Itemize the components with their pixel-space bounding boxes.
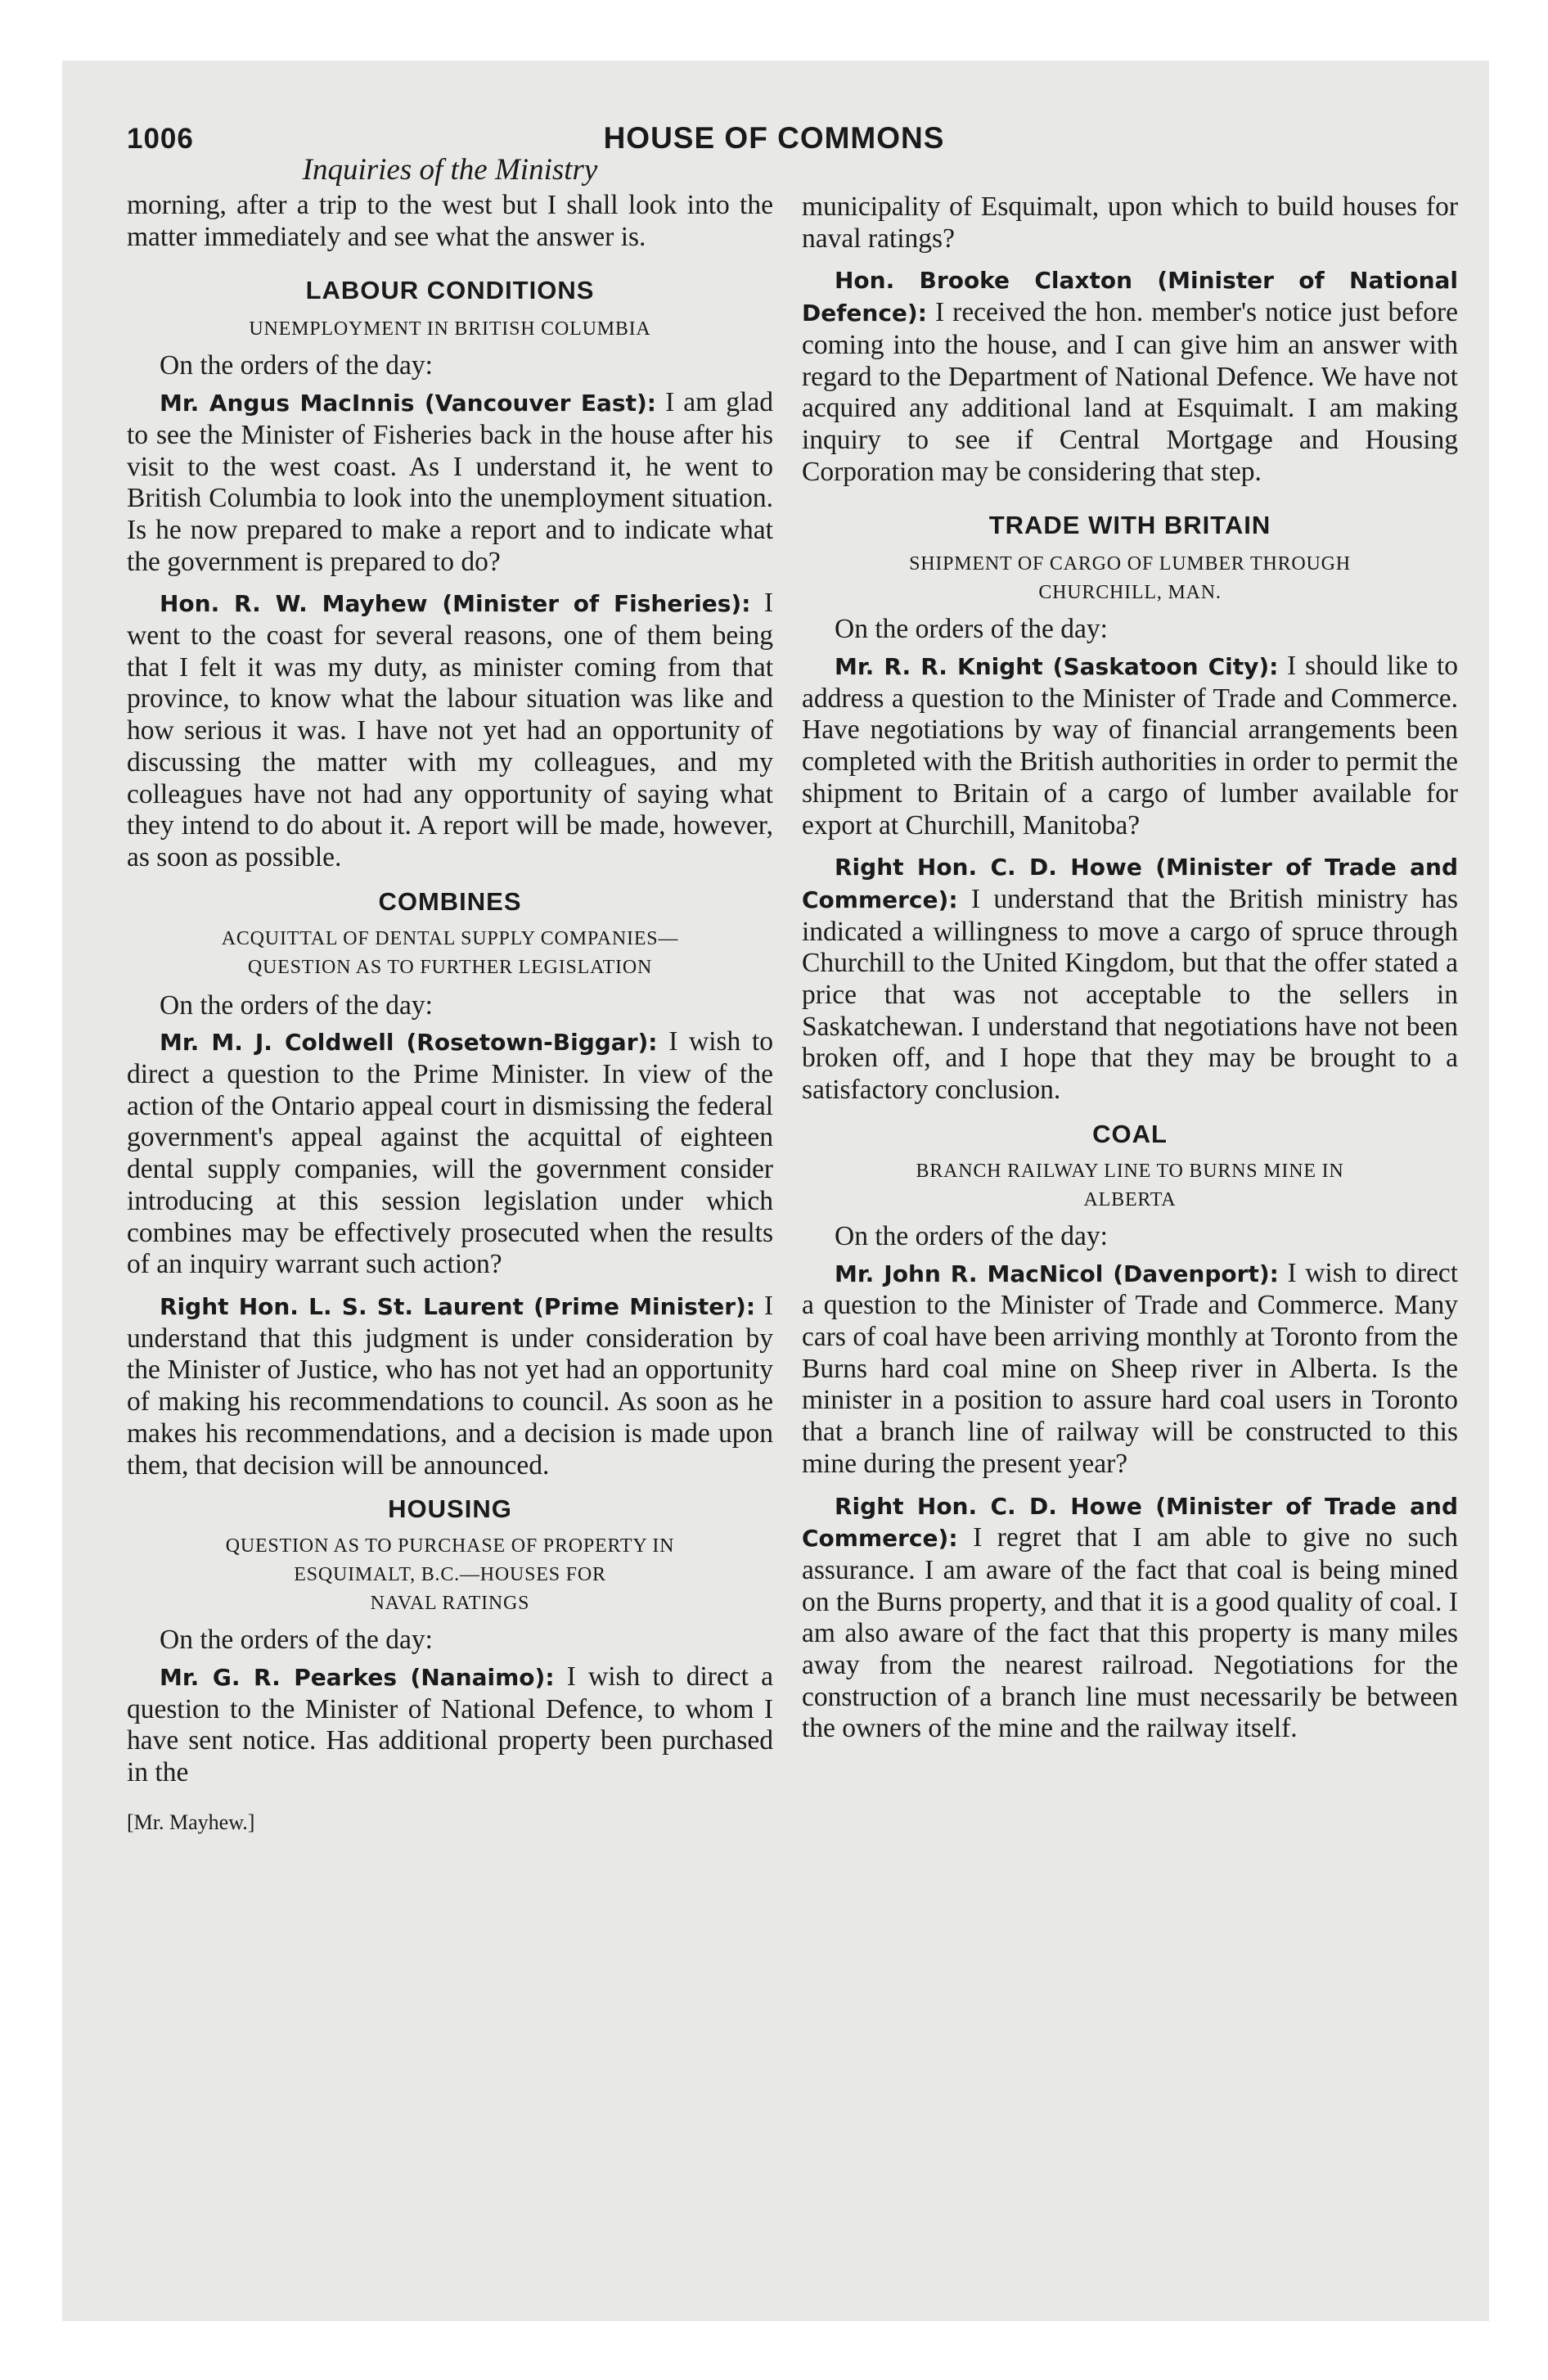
section-heading-combines: COMBINES <box>378 886 522 916</box>
speech-text: I should like to address a question to the Minister of Trade and Commerce. Have negotiations by way of financial arrangements been completed with the British authorities in order to permit the shipment to Britain of a cargo of lumber available for export at Churchill, Manitoba? <box>802 651 1459 841</box>
answer-paragraph <box>802 1490 1458 1746</box>
subheading-naval: NAVAL RATINGS <box>370 1593 530 1615</box>
subheading-branch-line: BRANCH RAILWAY LINE TO BURNS MINE IN <box>916 1160 1344 1182</box>
orders-of-day: On the orders of the day: <box>160 350 433 381</box>
subheading-dental: ACQUITTAL OF DENTAL SUPPLY COMPANIES— <box>221 927 679 949</box>
speaker-name: Right Hon. C. D. Howe (Minister of Trade and Commerce): <box>802 1492 1458 1553</box>
continuation-paragraph: morning, after a trip to the west but I shall look into the matter immediately and see what the answer is. <box>127 190 773 252</box>
question-paragraph <box>802 651 1458 841</box>
answer-paragraph <box>802 264 1458 488</box>
speech-text: I wish to direct a question to the Minister of National Defence, to whom I have sent notice. Has additional property been purchased in the <box>127 1661 773 1788</box>
speech-text: I am glad to see the Minister of Fisheries back in the house after his visit to the west coast. As I understand it, he went to British Columbia to look into the unemployment situation. Is he now prepared to make a report and to indicate what the government is prepared to do? <box>127 387 773 577</box>
subheading-esquimalt: ESQUIMALT, B.C.—HOUSES FOR <box>294 1564 606 1586</box>
right-column <box>802 192 1458 1745</box>
speaker-name: Mr. Angus MacInnis (Vancouver East): <box>160 390 656 417</box>
question-paragraph <box>127 387 773 578</box>
speaker-name: Mr. G. R. Pearkes (Nanaimo): <box>160 1663 555 1691</box>
section-heading-trade: TRADE WITH BRITAIN <box>988 511 1271 540</box>
answer-paragraph <box>802 851 1458 1107</box>
question-paragraph <box>802 1258 1458 1481</box>
subheading-churchill: CHURCHILL, MAN. <box>1038 582 1222 604</box>
speaker-name: Hon. Brooke Claxton (Minister of National Defence): <box>802 267 1458 327</box>
speech-text: I received the hon. member's notice just before coming into the house, and I can give him an answer with regard to the Department of National Defence. We have not acquired any additional land at Esquimalt. I am making inquiry to see if Central Mortgage and Housing Corporation may be considering that step. <box>802 297 1459 487</box>
speech-text: I understand that the British ministry has indicated a willingness to move a cargo of spruce through Churchill to the United Kingdom, but that the offer stated a price that was not acceptable to the sellers in Saskatchewan. I understand that negotiations have not been broken off, and I hope that they may be brought to a satisfactory conclusion. <box>802 883 1458 1106</box>
speaker-name: Mr. R. R. Knight (Saskatoon City): <box>835 653 1279 681</box>
section-heading-housing: HOUSING <box>388 1494 512 1524</box>
orders-of-day: On the orders of the day: <box>835 614 1108 645</box>
subheading-purchase: QUESTION AS TO PURCHASE OF PROPERTY IN <box>225 1535 675 1557</box>
page-number: 1006 <box>127 123 194 155</box>
left-column <box>127 190 773 1838</box>
answer-paragraph <box>127 588 773 873</box>
subheading-shipment: SHIPMENT OF CARGO OF LUMBER THROUGH <box>909 553 1351 575</box>
subheading-alberta: ALBERTA <box>1083 1188 1177 1210</box>
orders-of-day: On the orders of the day: <box>160 1625 433 1656</box>
subheading-unemployment: UNEMPLOYMENT IN BRITISH COLUMBIA <box>249 318 651 340</box>
subheading-legislation: QUESTION AS TO FURTHER LEGISLATION <box>247 956 653 978</box>
speech-text: I understand that this judgment is under consideration by the Minister of Justice, who has not yet had an opportunity of making his recommendations to council. As soon as he makes his recommendations, and a decision is made upon them, that decision will be announced. <box>127 1290 773 1481</box>
speaker-name: Hon. R. W. Mayhew (Minister of Fisheries): <box>160 590 751 618</box>
speech-text: I wish to direct a question to the Minister of Trade and Commerce. Many cars of coal have been arriving monthly at Toronto from the Burns hard coal mine on Sheep river in Alberta. Is the minister in a position to assure hard coal users in Toronto that a branch line of railway will be constructed to this mine during the present year? <box>802 1257 1459 1479</box>
orders-of-day: On the orders of the day: <box>835 1220 1108 1251</box>
page-footer-speaker: [Mr. Mayhew.] <box>127 1810 255 1834</box>
continuation-paragraph: municipality of Esquimalt, upon which to build houses for naval ratings? <box>802 192 1458 254</box>
page-header-title: HOUSE OF COMMONS <box>603 121 945 155</box>
page-header-subtitle: Inquiries of the Ministry <box>302 153 598 187</box>
speaker-name: Mr. John R. MacNicol (Davenport): <box>835 1260 1279 1287</box>
section-heading-coal: COAL <box>1092 1119 1168 1148</box>
speech-text: I wish to direct a question to the Prime Minister. In view of the action of the Ontario appeal court in dismissing the federal government's appeal against the acquittal of eighteen dental supply companies, will the government consider introducing at this session legislation under which combines may be effectively prosecuted when the results of an inquiry warrant such action? <box>127 1026 774 1280</box>
answer-paragraph <box>127 1291 773 1481</box>
question-paragraph <box>127 1661 773 1789</box>
orders-of-day: On the orders of the day: <box>160 989 433 1021</box>
question-paragraph <box>127 1026 773 1281</box>
speech-text: I regret that I am able to give no such assurance. I am aware of the fact that coal is being mined on the Burns property, and that it is a good quality of coal. I am also aware of the fact that this property is many miles away from the nearest railroad. Negotiations for the construction of a branch line must necessarily be between the owners of the mine and the railway itself. <box>802 1522 1458 1744</box>
speaker-name: Right Hon. C. D. Howe (Minister of Trade and Commerce): <box>802 854 1458 913</box>
section-heading-labour: LABOUR CONDITIONS <box>305 276 595 305</box>
speaker-name: Mr. M. J. Coldwell (Rosetown-Biggar): <box>160 1029 658 1057</box>
speaker-name: Right Hon. L. S. St. Laurent (Prime Minister): <box>160 1292 756 1320</box>
speech-text: I went to the coast for several reasons, one of them being that I felt it was my duty, as minister coming from that province, to know what the labour situation was like and how serious it was. I have not yet had an opportunity of discussing the matter with my colleagues, and my colleagues have not had any opportunity of saying what they intend to do about it. A report will be made, however, as soon as possible. <box>127 588 773 872</box>
